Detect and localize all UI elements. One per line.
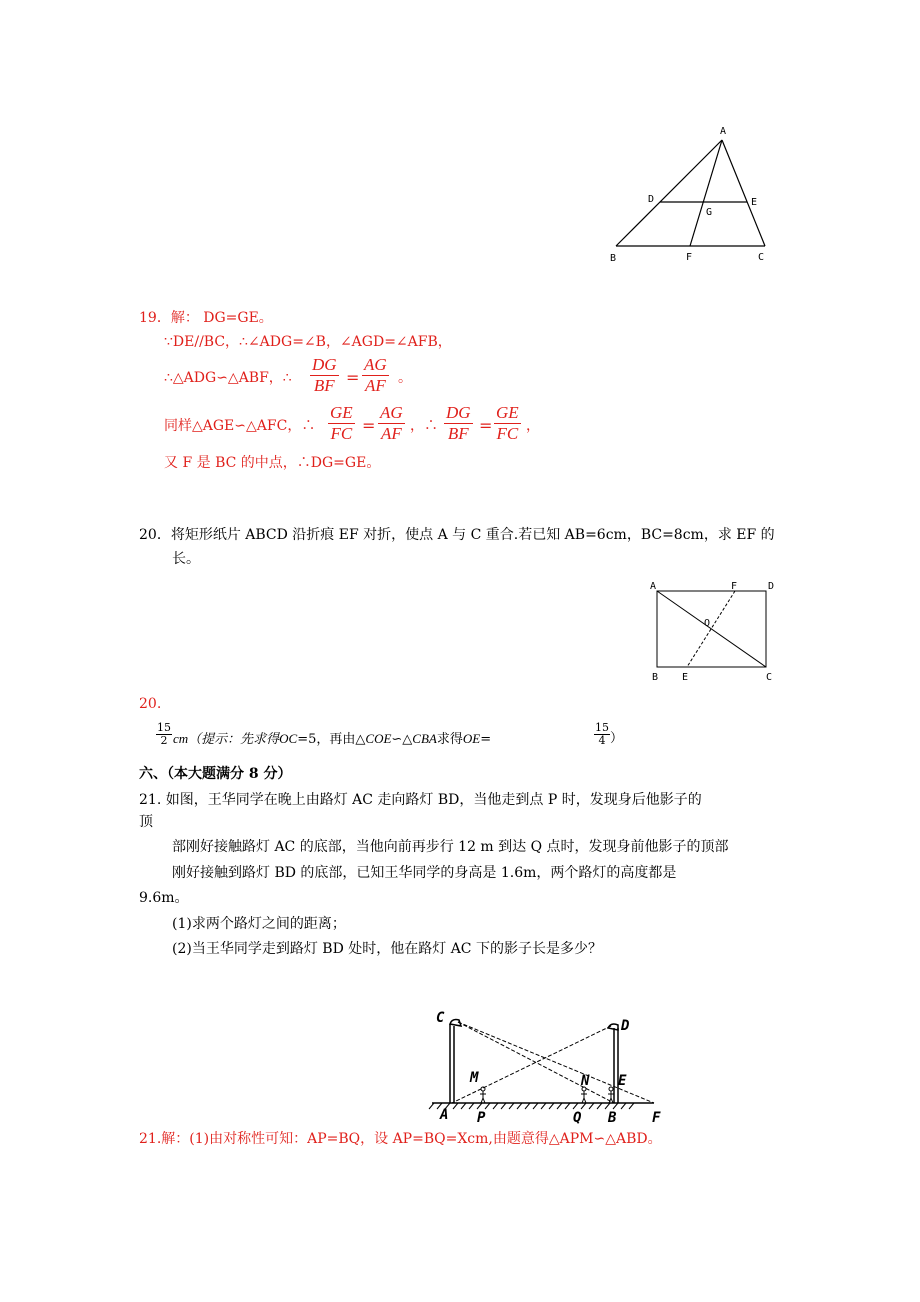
fraction-ag-af-2: $\frac{AG}{AF}$: [380, 403, 403, 443]
question-21-line-1: 21. 如图，王华同学在晚上由路灯 AC 走向路灯 BD，当他走到点 P 时，发现身后他影子的: [139, 792, 702, 808]
fraction-dg-bf: $\frac{DG}{BF}$: [312, 355, 337, 395]
label-p: P: [477, 1110, 486, 1126]
question-21-part-2: (2)当王华同学走到路灯 BD 处时，他在路灯 AC 下的影子长是多少？: [172, 941, 602, 957]
question-21-line-5: 9.6m。: [139, 890, 189, 906]
label-f: F: [686, 252, 693, 263]
fraction-ge-fc-2: $\frac{GE}{FC}$: [496, 403, 519, 443]
label-b: B: [610, 253, 617, 264]
label-d: D: [621, 1018, 630, 1034]
label-a: A: [720, 126, 727, 137]
label-c: C: [766, 672, 773, 683]
solution-19-line-1: 19．解： DG=GE。: [139, 310, 273, 326]
rectangle-figure-20: [642, 576, 790, 686]
solution-19-line-5: 又 F 是 BC 的中点，∴DG=GE。: [164, 455, 381, 471]
segment-ac: [722, 140, 765, 246]
ground-hatching: [429, 1103, 634, 1109]
answer-20-label: 20.: [139, 696, 162, 712]
answer-20-close: ）: [610, 731, 624, 746]
question-20-line-1: 20．将矩形纸片 ABCD 沿折痕 EF 对折，使点 A 与 C 重合.若已知 AB=6cm，BC=8cm，求 EF 的: [139, 527, 775, 543]
label-m: M: [470, 1070, 479, 1086]
question-21-part-1: (1)求两个路灯之间的距离；: [172, 916, 346, 932]
diagonal-ac: [657, 591, 766, 667]
solution-19-line-3-prefix: ∴△ADG∽△ABF，∴: [164, 370, 292, 386]
fraction-15-over-2: $\frac{15}{2}$: [157, 721, 171, 747]
label-e: E: [682, 672, 689, 683]
label-f: F: [731, 581, 738, 592]
label-n: N: [581, 1073, 590, 1089]
answer-20-hint: cm（提示：先求得OC=5，再由△COE∽△CBA求得OE=: [173, 731, 492, 747]
solution-19-line-4-prefix: 同样△AGE∽△AFC，∴: [164, 418, 316, 434]
section-6-title: 六、（本大题满分 8 分）: [139, 766, 292, 782]
triangle-figure-19: [600, 118, 790, 268]
label-f: F: [652, 1110, 661, 1126]
label-d: D: [648, 194, 655, 205]
fraction-15-over-4: $\frac{15}{4}$: [595, 721, 609, 747]
label-c: C: [758, 252, 765, 263]
fraction-dg-bf-2: $\frac{DG}{BF}$: [446, 403, 471, 443]
label-g: G: [706, 207, 713, 218]
person-at-q: [581, 1087, 587, 1103]
fraction-ge-fc: $\frac{GE}{FC}$: [330, 403, 353, 443]
fraction-ag-af: $\frac{AG}{AF}$: [364, 355, 387, 395]
question-20-line-2: 长。: [172, 551, 200, 567]
label-b: B: [608, 1110, 617, 1126]
equals-sign: =: [362, 416, 376, 435]
ray-c-to-f: [458, 1022, 654, 1103]
ray-d-to-a: [452, 1026, 611, 1103]
label-e: E: [751, 197, 758, 208]
label-e: E: [618, 1073, 627, 1089]
person-at-p: [480, 1087, 486, 1103]
equals-sign: =: [346, 368, 360, 387]
lamp-post-bd: [608, 1024, 618, 1103]
label-a: A: [440, 1107, 449, 1123]
question-21-line-3: 部刚好接触路灯 AC 的底部，当他向前再步行 12 m 到达 Q 点时，发现身前他影子的顶部: [172, 839, 729, 855]
question-21-line-2: 顶: [139, 814, 153, 830]
solution-19-line-2: ∵DE//BC，∴∠ADG=∠B，∠AGD=∠AFB，: [164, 334, 452, 350]
label-q: Q: [573, 1110, 582, 1126]
solution-19-line-4-suffix: ，: [526, 418, 540, 434]
solution-19-line-4-mid: ，∴: [410, 418, 438, 434]
question-21-line-4: 刚好接触到路灯 BD 的底部，已知王华同学的身高是 1.6m，两个路灯的高度都是: [172, 865, 677, 881]
solution-19-line-3-suffix: 。: [398, 370, 412, 386]
label-c: C: [436, 1010, 445, 1026]
label-a: A: [650, 581, 657, 592]
solution-21-line-1: 21.解：(1)由对称性可知：AP=BQ，设 AP=BQ=Xcm,由题意得△APM∽△ABD。: [139, 1131, 662, 1147]
label-d: D: [768, 581, 775, 592]
label-o: O: [704, 618, 711, 629]
street-lamp-figure-21: [428, 1006, 674, 1130]
label-b: B: [652, 672, 659, 683]
lamp-post-ac: [450, 1020, 461, 1104]
equals-sign: =: [479, 416, 493, 435]
